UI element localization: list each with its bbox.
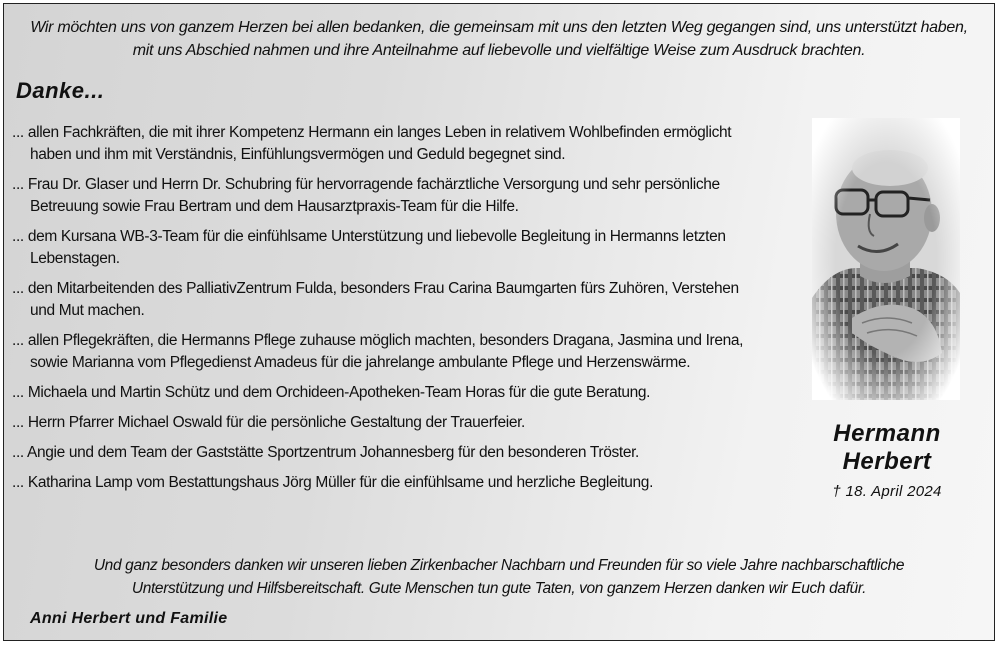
thanks-item: ... allen Pflegekräften, die Hermanns Pflege zuhause möglich machten, besonders Dragana, Jasmina und Irena, sowie Marianna vom Pflegedienst Amadeus für die jahrelange ambulante Pflege und Herzenswärme. [12, 332, 744, 371]
thanks-heading: Danke... [16, 78, 105, 103]
thanks-item: ... Angie und dem Team der Gaststätte Sportzentrum Johannesberg für den besonderen Tröster. [12, 444, 640, 461]
closing-line: Unterstützung und Hilfsbereitschaft. Gute Menschen tun gute Taten, von ganzem Herzen danken wir Euch dafür. [131, 580, 867, 597]
thanks-item: ... den Mitarbeitenden des PalliativZentrum Fulda, besonders Frau Carina Baumgarten fürs Zuhören, Verstehen und Mut machen. [12, 280, 739, 319]
thanks-item: ... Herrn Pfarrer Michael Oswald für die persönliche Gestaltung der Trauerfeier. [12, 414, 526, 431]
deceased-name-block [794, 420, 980, 502]
death-date: † 18. April 2024 [832, 483, 942, 500]
thanks-item: ... allen Fachkräften, die mit ihrer Kompetenz Hermann ein langes Leben in relativem Wohlbefinden ermöglicht haben und ihm mit Verständnis, Einfühlungsvermögen und Geduld begegnet sind. [12, 124, 732, 163]
thanks-item: ... dem Kursana WB-3-Team für die einfühlsame Unterstützung und liebevolle Begleitung in Hermanns letzten Lebenstagen. [12, 228, 726, 267]
signature: Anni Herbert und Familie [30, 610, 228, 627]
closing-text [18, 554, 980, 600]
portrait-photo [812, 118, 960, 400]
last-name: Herbert [842, 448, 932, 475]
closing-line: Und ganz besonders danken wir unseren lieben Zirkenbacher Nachbarn und Freunden für so viele Jahre nachbarschaftliche [93, 557, 905, 574]
intro-line: mit uns Abschied nahmen und ihre Anteilnahme auf liebevolle und vielfältige Weise zum Ausdruck brachten. [132, 42, 866, 59]
thanks-item: ... Frau Dr. Glaser und Herrn Dr. Schubring für hervorragende fachärztliche Versorgung und sehr persönliche Betreuung sowie Frau Bertram und dem Hausarztpraxis-Team für die Hilfe. [12, 176, 720, 215]
thanks-list [12, 122, 752, 502]
first-name: Hermann [833, 420, 941, 447]
obituary-card [3, 3, 995, 641]
thanks-item: ... Katharina Lamp vom Bestattungshaus Jörg Müller für die einfühlsame und herzliche Begleitung. [12, 474, 654, 491]
thanks-item: ... Michaela und Martin Schütz und dem Orchideen-Apotheken-Team Horas für die gute Beratung. [12, 384, 651, 401]
intro-text [18, 16, 980, 62]
intro-line: Wir möchten uns von ganzem Herzen bei allen bedanken, die gemeinsam mit uns den letzten Weg gegangen sind, uns unterstützt haben, [30, 19, 968, 36]
